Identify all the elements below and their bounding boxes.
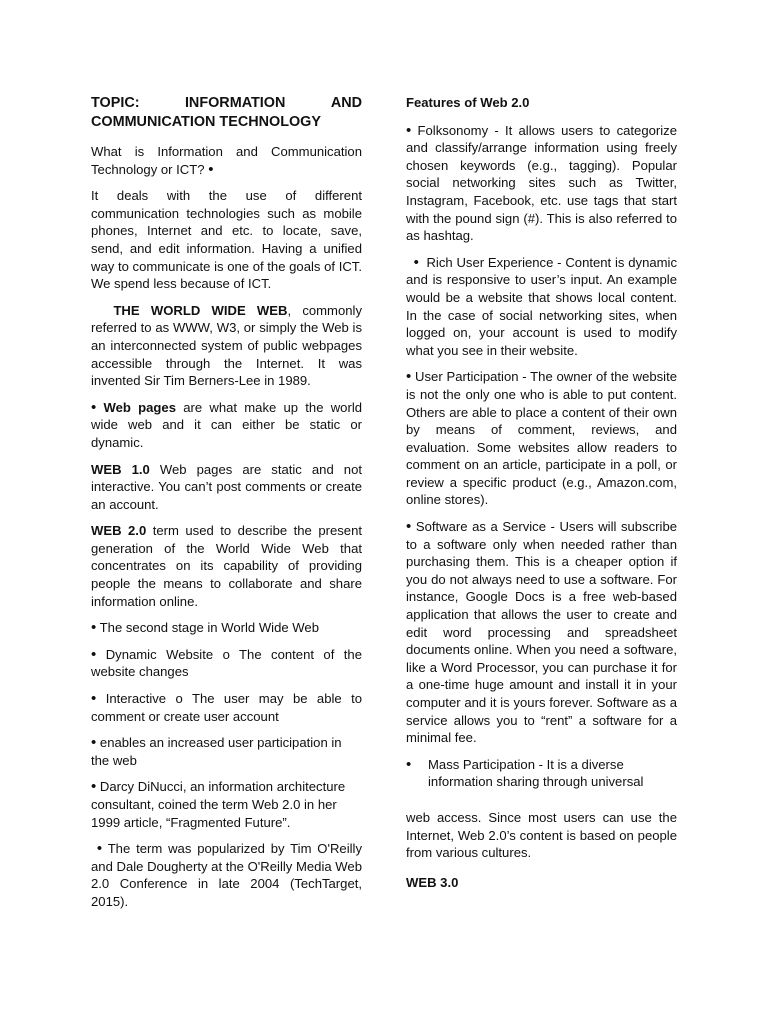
section-heading: Features of Web 2.0 <box>406 95 530 110</box>
feature-software-as-a-service: • Software as a Service - Users will subscribe to a software only when needed rather than purchasing them. This is a cheaper option if you do not always need to use a software. For instance, Google Docs is a free web-based application that allows the user to create and edit word processing and spreadsheet documents online. When you need a software, like a Word Processor, you can purchase it for a one-time huge amount and install it in your computer and it is yours forever. Software as a service allows you to “rent” a software for a minimal fee. <box>406 518 678 746</box>
feature-user-participation: • User Participation - The owner of the website is not the only one who is able to put content. Others are able to place a content of their own by means of comment, reviews, and evaluation. Some websites allow readers to comment on an article, participate in a poll, or review a specific product (e.g., Amazon.com, online stores). <box>406 368 678 508</box>
title-line-2: COMMUNICATION TECHNOLOGY <box>91 113 321 130</box>
mass-participation-continued: web access. Since most users can use the Internet, Web 2.0’s content is based on people from various cultures. <box>406 809 677 861</box>
www-paragraph: THE WORLD WIDE WEB, commonly referred to as WWW, W3, or simply the Web is an interconnected system of public webpages accessible through the Internet. It was invented Sir Tim Berners-Lee in 1989. <box>91 302 362 389</box>
web1-paragraph: WEB 1.0 Web pages are static and not interactive. You can’t post comments or create an account. <box>91 461 362 512</box>
question-paragraph: What is Information and Communication Technology or ICT? • <box>91 144 362 178</box>
list-item: • Interactive o The user may be able to comment or create user account <box>91 690 362 724</box>
bullet-icon: • <box>91 619 97 637</box>
bullet-icon: • <box>91 645 97 663</box>
title-word: INFORMATION <box>184 95 286 111</box>
webpages-paragraph: • Web pages are what make up the world wide web and it can either be static or dynamic. <box>91 398 363 450</box>
title-word: AND <box>330 95 362 111</box>
title-word: TOPIC: <box>91 95 140 111</box>
list-item: • The term was popularized by Tim O'Reilly and Dale Dougherty at the O'Reilly Media Web 2.0 Conference in late 2004 (TechTarget, 2015). <box>91 840 362 909</box>
feature-mass-participation: • Mass Participation - It is a diverse information sharing through universal <box>406 755 644 790</box>
feature-folksonomy: • Folksonomy - It allows users to categorize and classify/arrange information using freely chosen keywords (e.g., tagging). Popular social networking sites such as Twitter, Instagram, Facebook, etc. use tags that start with the pound sign (#). This is also referred to as hashtag. <box>406 121 677 244</box>
bullet-icon: • <box>406 368 412 386</box>
web2-paragraph: WEB 2.0 term used to describe the present generation of the World Wide Web that concentrates on its capability of providing people the means to collaborate and share information online. <box>91 523 362 609</box>
list-item: • The second stage in World Wide Web <box>91 619 319 637</box>
section-heading: WEB 3.0 <box>406 874 459 890</box>
bullet-icon: • <box>406 121 412 139</box>
right-column <box>406 94 677 901</box>
bullet-icon: • <box>91 690 97 708</box>
list-item: • Dynamic Website o The content of the website changes <box>91 645 362 680</box>
bullet-icon: • <box>413 253 419 271</box>
list-item: • Darcy DiNucci, an information architecture consultant, coined the term Web 2.0 in her 1999 article, “Fragmented Future”. <box>91 778 346 830</box>
ict-paragraph: It deals with the use of different communication technologies such as mobile phones, Internet and etc. to locate, save, send, and edit information. Having a unified way to communicate is one of the goals of ICT. We spend less because of ICT. <box>91 188 362 292</box>
bullet-icon: • <box>96 840 103 858</box>
bullet-icon: • <box>91 398 97 416</box>
bullet-icon: • <box>91 778 97 796</box>
bullet-icon: • <box>208 160 214 178</box>
left-column <box>91 94 362 911</box>
bullet-icon: • <box>91 734 97 752</box>
list-item: • enables an increased user participation in the web <box>91 734 342 768</box>
bullet-icon: • <box>406 755 412 773</box>
document-title <box>91 94 362 131</box>
feature-rich-user-experience: • Rich User Experience - Content is dynamic and is responsive to user’s input. An example would be a website that shows local content. In the case of social networking sites, when logged on, your account is used to modify what you see in their website. <box>406 253 677 358</box>
bullet-icon: • <box>406 518 412 536</box>
